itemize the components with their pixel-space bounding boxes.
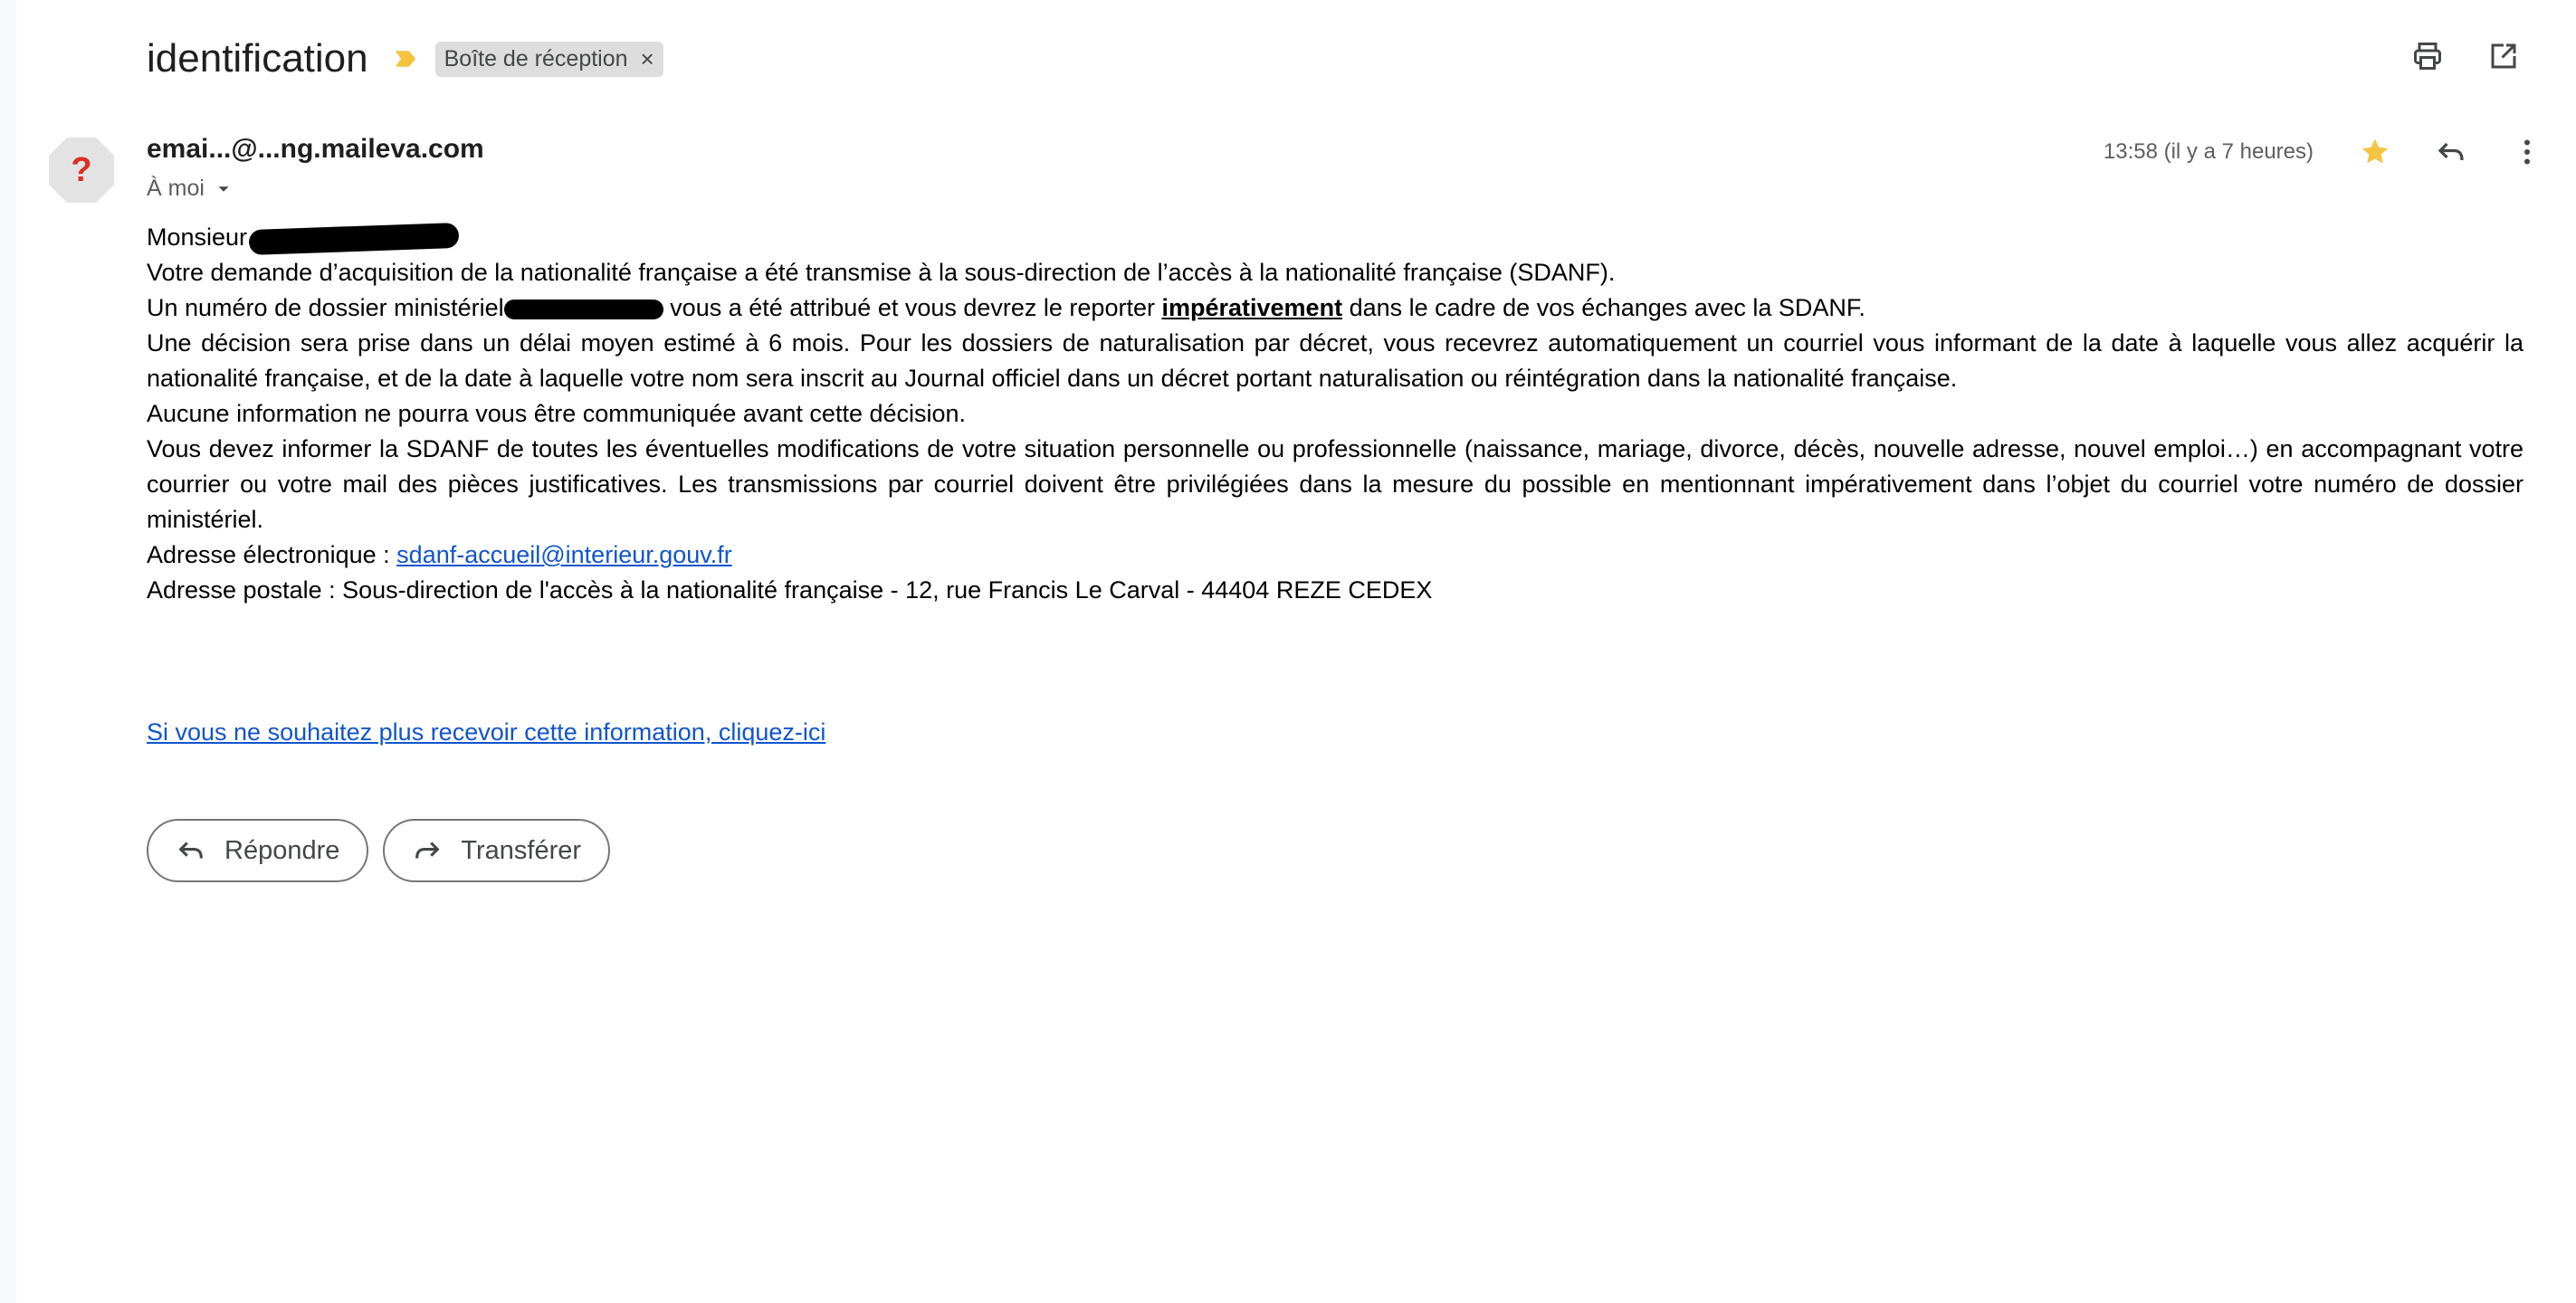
print-button[interactable]	[2408, 36, 2447, 76]
print-icon	[2411, 40, 2444, 72]
sender-avatar	[47, 136, 116, 204]
forward-icon	[412, 835, 443, 866]
emphasis-imperativement: impérativement	[1161, 294, 1343, 321]
sender-address[interactable]: emai...@...ng.maileva.com	[147, 134, 484, 164]
avatar-question-icon: ?	[71, 151, 92, 189]
paragraph-2	[147, 290, 2524, 326]
email-address-line	[147, 537, 2524, 573]
left-edge-strip	[0, 0, 16, 1303]
top-actions	[2408, 36, 2524, 76]
recipient-label: À moi	[147, 176, 205, 201]
redacted-file-number	[504, 300, 663, 319]
greeting-line	[147, 220, 2524, 255]
label-chip-text: Boîte de réception	[444, 45, 628, 71]
open-new-window-button[interactable]	[2484, 36, 2524, 76]
postal-address: Adresse postale : Sous-direction de l'accès à la nationalité française - 12, rue Francis Le Carval - 44404 REZE CEDEX	[147, 576, 1433, 604]
label-chip-inbox	[435, 42, 663, 77]
paragraph-2-mid: vous a été attribué et vous devrez le reporter	[663, 294, 1162, 321]
sender-block	[147, 134, 484, 202]
reply-actions	[147, 819, 610, 882]
star-button[interactable]	[2355, 132, 2395, 172]
subject-row	[147, 27, 663, 90]
recipient-toggle[interactable]	[147, 176, 484, 202]
unsubscribe-link[interactable]: Si vous ne souhaitez plus recevoir cette information, cliquez-ici	[147, 718, 826, 746]
greeting: Monsieur	[147, 224, 248, 251]
chevron-down-icon	[214, 179, 234, 199]
email-subject: identification	[147, 36, 368, 81]
reply-icon-button[interactable]	[2431, 132, 2471, 172]
paragraph-3: Une décision sera prise dans un délai moyen estimé à 6 mois. Pour les dossiers de naturalisation par décret, vous recevrez automatiquement un courriel vous informant de la date à laquelle vous allez acquérir la nationalité française, et de la date à laquelle votre nom sera inscrit au Journal officiel dans un décret portant naturalisation ou réintégration dans la nationalité française.	[147, 329, 2524, 392]
forward-button-label: Transférer	[461, 835, 582, 865]
sdanf-email-link[interactable]: sdanf-accueil@interieur.gouv.fr	[396, 541, 732, 568]
paragraph-2-start: Un numéro de dossier ministériel	[147, 294, 504, 321]
reply-button-label: Répondre	[224, 835, 340, 865]
more-options-button[interactable]	[2507, 132, 2547, 172]
remove-label-icon[interactable]: ×	[640, 44, 654, 72]
open-in-new-icon	[2487, 40, 2520, 72]
message-meta	[2104, 132, 2547, 172]
redacted-name	[249, 223, 460, 255]
message-timestamp: 13:58 (il y a 7 heures)	[2103, 139, 2314, 164]
more-vert-icon	[2511, 136, 2543, 168]
paragraph-2-end: dans le cadre de vos échanges avec la SDANF.	[1342, 294, 1865, 321]
unsubscribe-line	[147, 715, 2524, 750]
reply-button[interactable]	[147, 819, 368, 882]
email-address-label: Adresse électronique :	[147, 541, 397, 568]
forward-button[interactable]	[383, 819, 610, 882]
star-icon	[2359, 136, 2391, 168]
importance-marker-icon[interactable]	[392, 45, 419, 72]
reply-icon	[176, 835, 206, 866]
paragraph-1: Votre demande d’acquisition de la nationalité française a été transmise à la sous-direction de l’accès à la nationalité française (SDANF).	[147, 259, 1616, 286]
paragraph-4: Aucune information ne pourra vous être communiquée avant cette décision.	[147, 400, 967, 427]
reply-icon	[2435, 136, 2467, 168]
paragraph-5: Vous devez informer la SDANF de toutes les éventuelles modifications de votre situation personnelle ou professionnelle (naissance, mariage, divorce, décès, nouvelle adresse, nouvel emploi…) en accompagnant votre courrier ou votre mail des pièces justificatives. Les transmissions par courriel doivent être privilégiées dans la mesure du possible en mentionnant impérativement dans l’objet du courriel votre numéro de dossier ministériel.	[147, 435, 2524, 533]
email-body	[147, 220, 2524, 750]
